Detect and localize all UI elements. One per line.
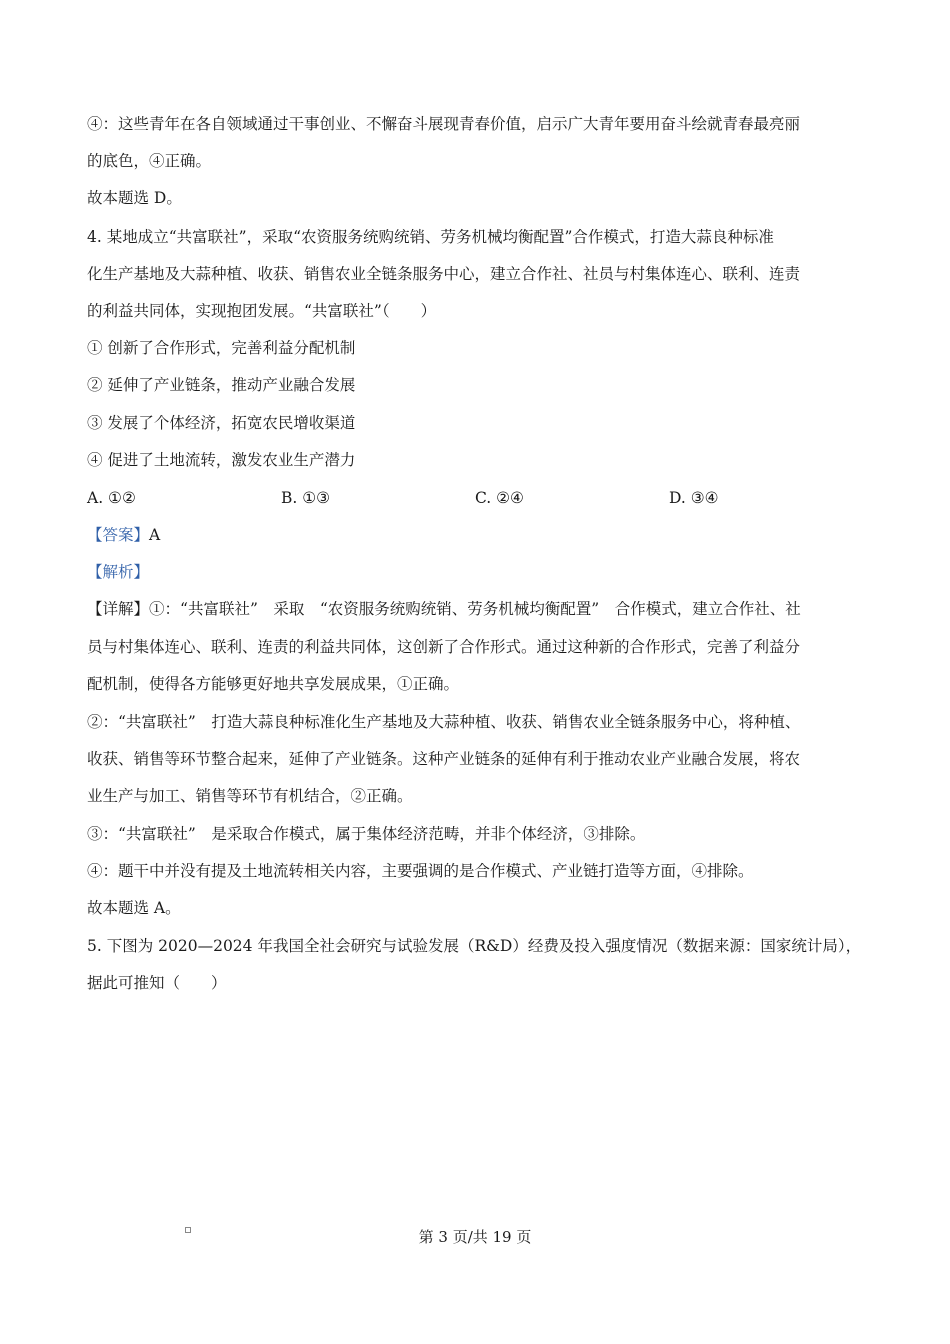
q4-item-3: ③ 发展了个体经济，拓宽农民增收渠道 bbox=[87, 414, 356, 432]
q4-conclusion: 故本题选 A。 bbox=[87, 899, 181, 917]
q4-detail-1-line3: 配机制，使得各方能够更好地共享发展成果，①正确。 bbox=[87, 675, 460, 693]
q5-stem-line2: 据此可推知（ ） bbox=[87, 974, 227, 992]
q4-option-a: A. ①② bbox=[87, 489, 136, 507]
q4-option-b: B. ①③ bbox=[281, 489, 331, 507]
q4-detail-2-line3: 业生产与加工、销售等环节有机结合，②正确。 bbox=[87, 787, 413, 805]
q4-option-d: D. ③④ bbox=[669, 489, 719, 507]
q4-detail-2-line1: ②：“共富联社” 打造大蒜良种标准化生产基地及大蒜种植、收获、销售农业全链条服务中心，将种植、 bbox=[87, 713, 801, 731]
q4-stem-line3: 的利益共同体，实现抱团发展。“共富联社”（ ） bbox=[87, 302, 437, 320]
answer-value: A bbox=[149, 526, 161, 544]
q4-stem-line1: 4. 某地成立“共富联社”，采取“农资服务统购统销、劳务机械均衡配置”合作模式，打造大蒜良种标准 bbox=[87, 228, 774, 246]
q4-item-4: ④ 促进了土地流转，激发农业生产潜力 bbox=[87, 451, 356, 469]
q4-stem-line2: 化生产基地及大蒜种植、收获、销售农业全链条服务中心，建立合作社、社员与村集体连心、联利、连责 bbox=[87, 265, 801, 283]
q4-option-c: C. ②④ bbox=[475, 489, 524, 507]
page-number: 第 3 页/共 19 页 bbox=[418, 1228, 532, 1246]
q5-stem-line1: 5. 下图为 2020—2024 年我国全社会研究与试验发展（R&D）经费及投入强度情况（数据来源：国家统计局）， bbox=[87, 937, 862, 955]
answer-label: 【答案】 bbox=[87, 526, 150, 544]
detail-label: 【详解】 bbox=[87, 600, 150, 618]
q4-detail-3: ③：“共富联社” 是采取合作模式，属于集体经济范畴，并非个体经济，③排除。 bbox=[87, 825, 646, 843]
prev-analysis-4-line1: ④：这些青年在各自领域通过干事创业、不懈奋斗展现青春价值，启示广大青年要用奋斗绘就青春最亮丽 bbox=[87, 115, 801, 133]
q4-item-2: ② 延伸了产业链条，推动产业融合发展 bbox=[87, 376, 356, 394]
prev-analysis-4-line2: 的底色，④正确。 bbox=[87, 152, 212, 170]
detail-1-text: ①：“共富联社” 采取 “农资服务统购统销、劳务机械均衡配置” 合作模式，建立合作社、社 bbox=[149, 600, 801, 618]
q4-answer bbox=[87, 524, 160, 546]
q4-item-1: ① 创新了合作形式，完善利益分配机制 bbox=[87, 339, 356, 357]
q4-detail-4: ④：题干中并没有提及土地流转相关内容，主要强调的是合作模式、产业链打造等方面，④排除。 bbox=[87, 862, 754, 880]
analysis-label: 【解析】 bbox=[87, 563, 150, 581]
q4-detail-2-line2: 收获、销售等环节整合起来，延伸了产业链条。这种产业链条的延伸有利于推动农业产业融合发展，将农 bbox=[87, 750, 801, 768]
prev-conclusion: 故本题选 D。 bbox=[87, 189, 182, 207]
q4-detail-1-line2: 员与村集体连心、联利、连责的利益共同体，这创新了合作形式。通过这种新的合作形式，完善了利益分 bbox=[87, 638, 801, 656]
q4-detail-1-line1 bbox=[87, 598, 801, 620]
